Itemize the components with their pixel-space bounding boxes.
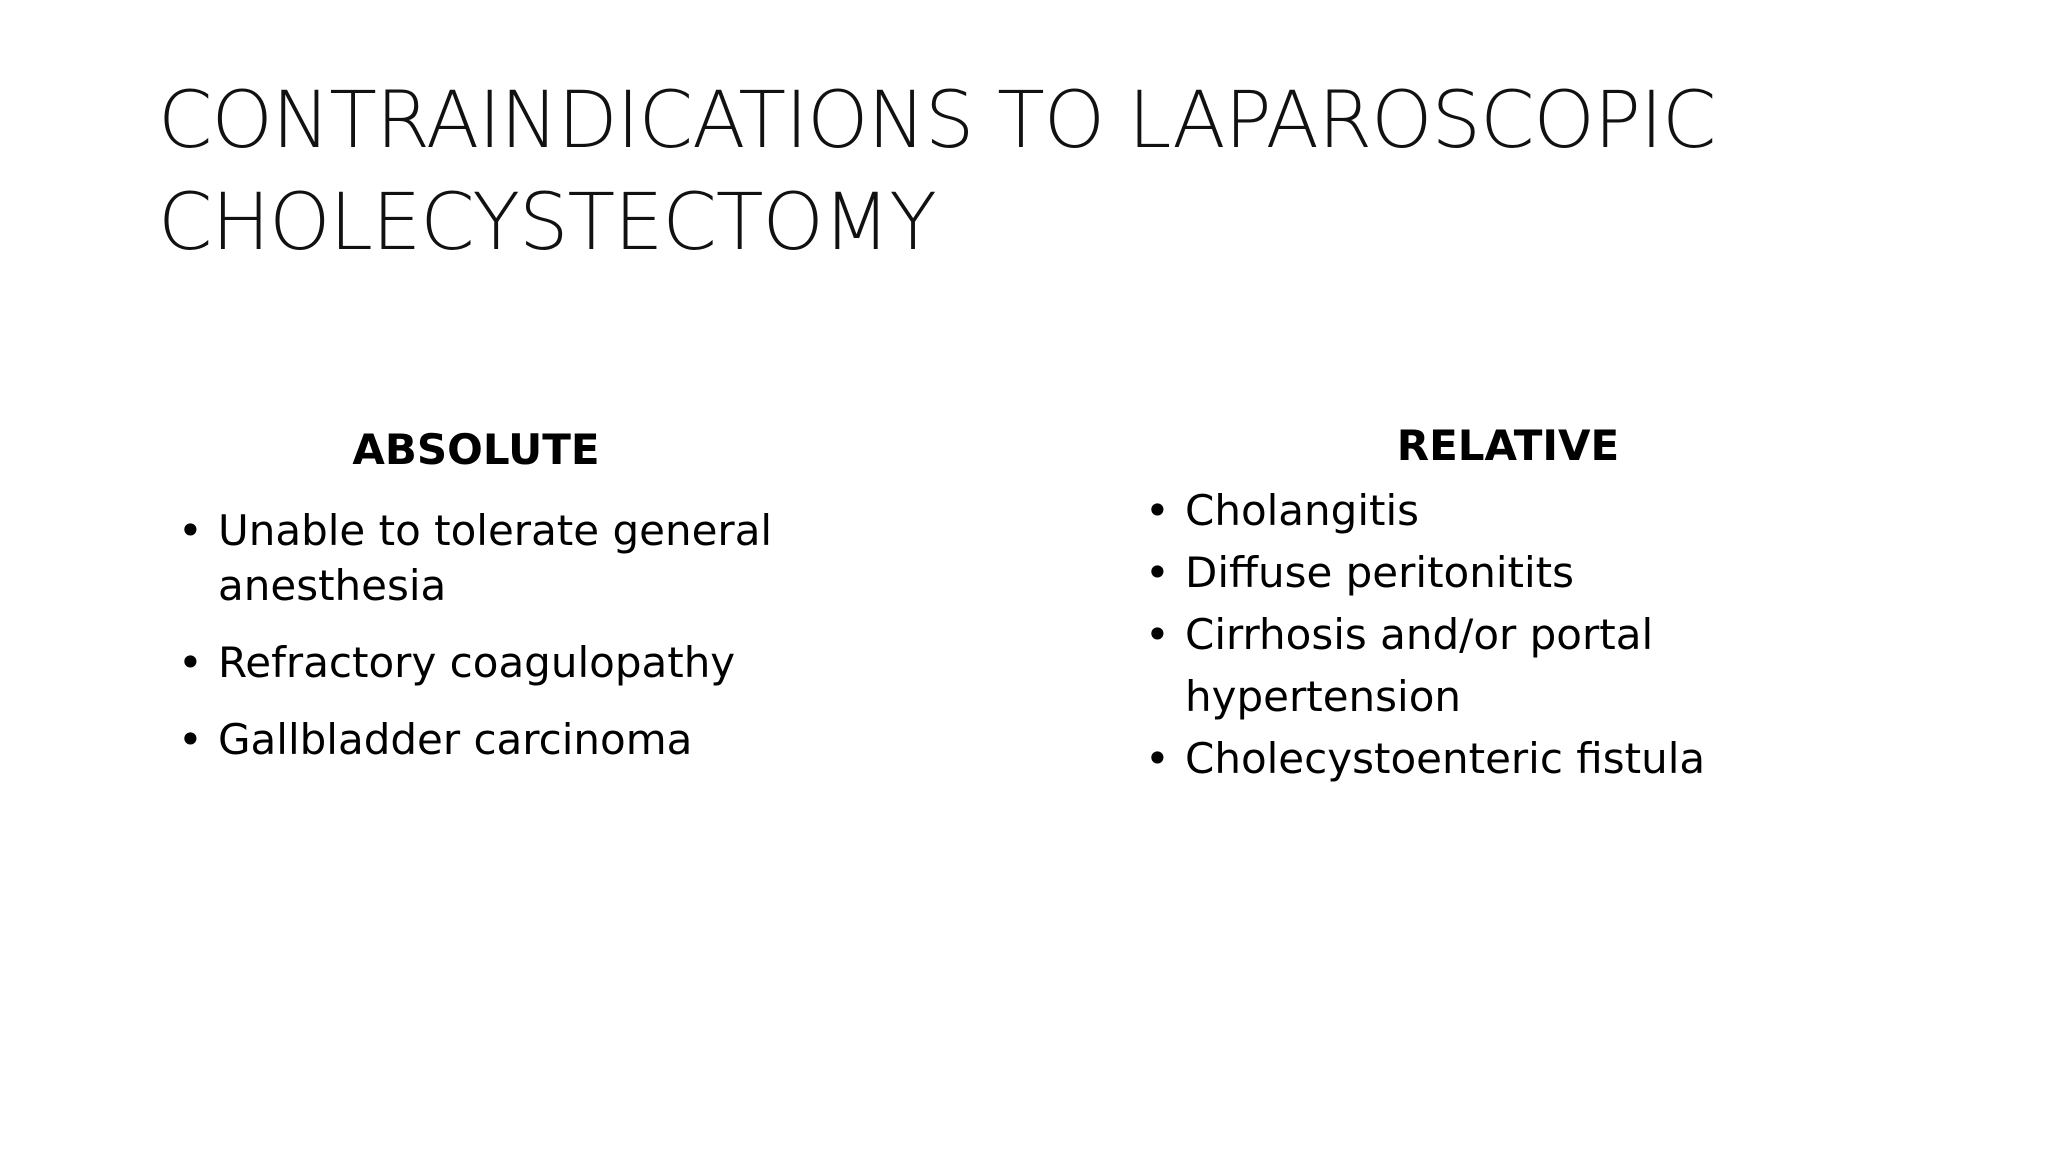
bullet-icon: • (178, 715, 203, 764)
list-item-text: Cholecystoenteric fistula (1185, 734, 1706, 783)
bullet-icon: • (1145, 486, 1170, 535)
list-item-text: Unable to tolerate general anesthesia (218, 506, 773, 610)
list-item-text: Cholangitis (1185, 486, 1420, 535)
list-item (158, 503, 818, 613)
list-item (158, 712, 818, 767)
slide-title-line-1: CONTRAINDICATIONS TO LAPAROSCOPIC (158, 76, 1716, 166)
list-item (1125, 480, 1845, 542)
slide-title (158, 70, 1918, 274)
bullet-icon: • (1145, 610, 1170, 659)
list-item (1125, 728, 1845, 790)
list-item-text: Diffuse peritonitits (1185, 548, 1575, 597)
bullet-icon: • (1145, 734, 1170, 783)
list-item-text: Cirrhosis and/or portal hypertension (1185, 610, 1654, 721)
bullet-icon: • (1145, 548, 1170, 597)
list-item (1125, 604, 1845, 728)
list-item-text: Refractory coagulopathy (218, 638, 736, 687)
bullet-icon: • (178, 506, 203, 555)
absolute-list (158, 503, 818, 789)
list-item (158, 635, 818, 690)
relative-heading: RELATIVE (1396, 421, 1620, 470)
slide-title-line-2: CHOLECYSTECTOMY (158, 178, 936, 268)
relative-list (1125, 480, 1845, 790)
bullet-icon: • (178, 638, 203, 687)
list-item-text: Gallbladder carcinoma (218, 715, 693, 764)
absolute-heading: ABSOLUTE (352, 425, 600, 474)
list-item (1125, 542, 1845, 604)
